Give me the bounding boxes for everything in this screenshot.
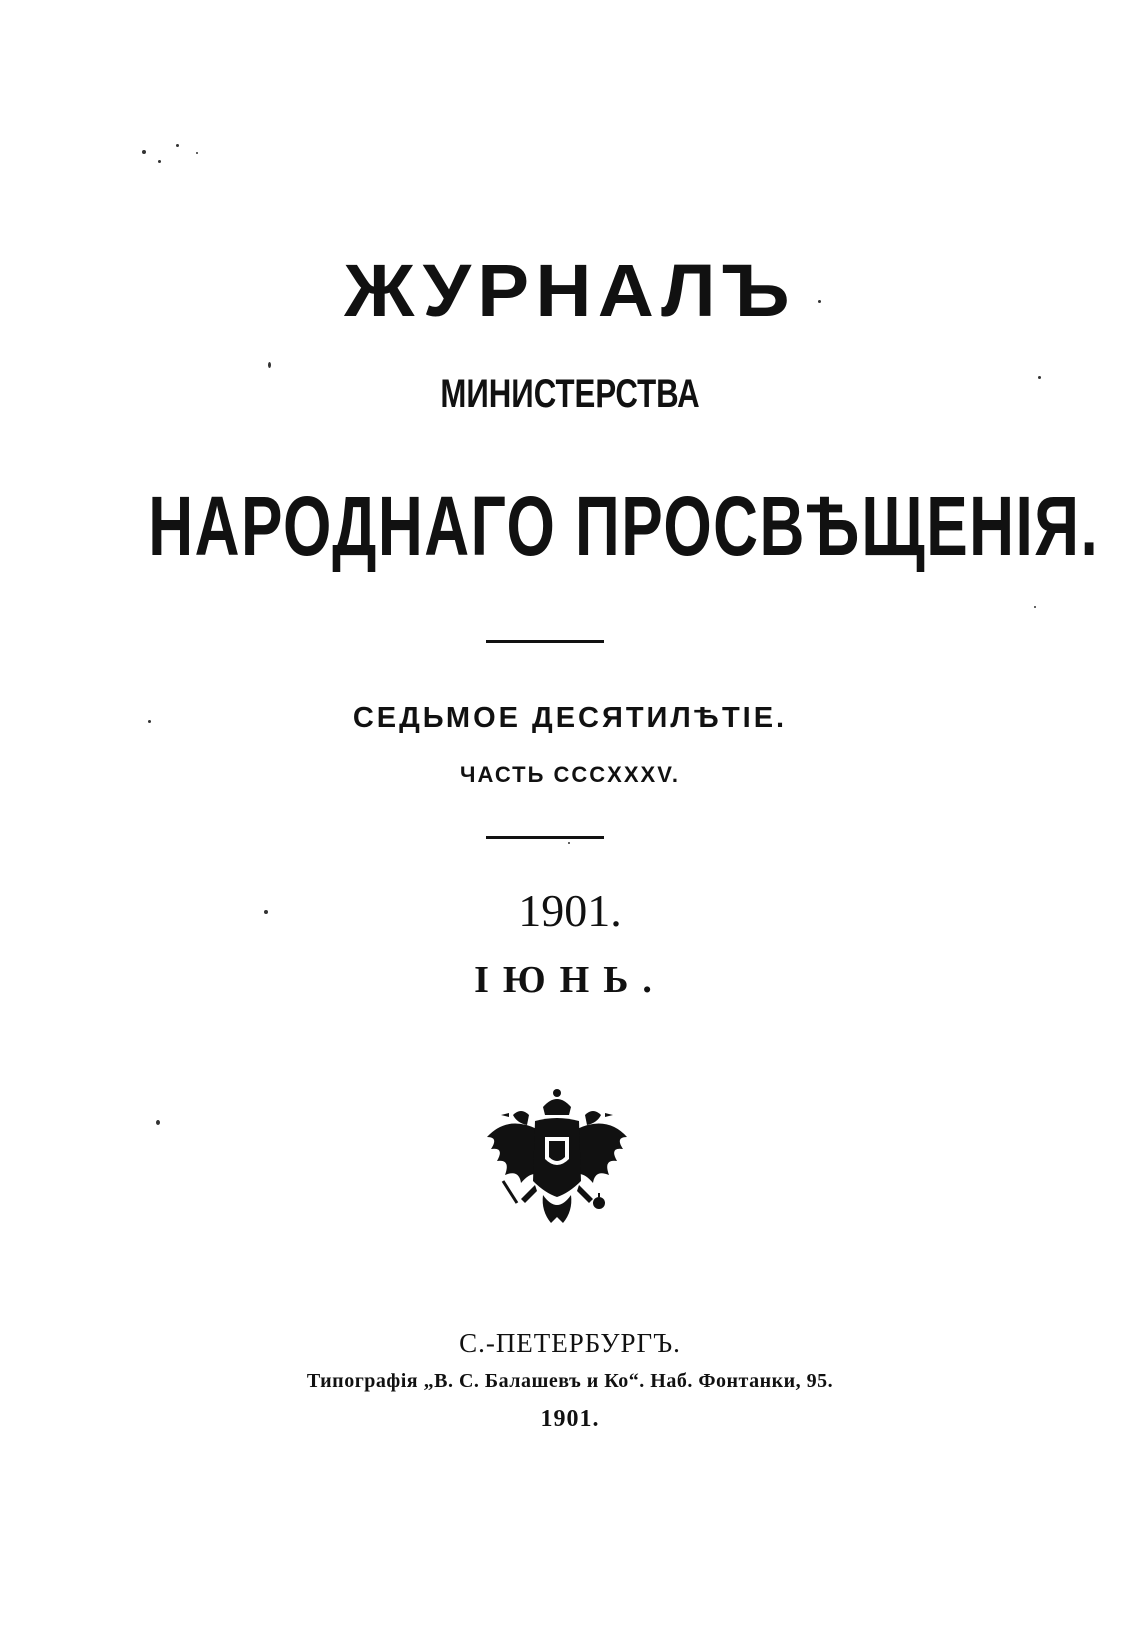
scan-speck bbox=[156, 1120, 160, 1125]
scan-speck bbox=[818, 300, 821, 303]
issue-month: ІЮНЬ. bbox=[474, 959, 666, 1001]
series-decade: СЕДЬМОЕ ДЕСЯТИЛѢТІЕ. bbox=[352, 702, 788, 734]
double-headed-eagle-icon bbox=[477, 1085, 637, 1245]
issue-year: 1901. bbox=[518, 885, 622, 936]
ministry-subtitle: МИНИСТЕРСТВА bbox=[440, 372, 700, 416]
imprint-city: С.-ПЕТЕРБУРГЪ. bbox=[459, 1328, 681, 1358]
journal-title: ЖУРНАЛЪ bbox=[344, 249, 796, 332]
education-title: НАРОДНАГО ПРОСВѢЩЕНІЯ. bbox=[148, 479, 1100, 573]
divider-rule bbox=[486, 640, 604, 643]
scan-speck bbox=[264, 910, 268, 914]
imprint-year: 1901. bbox=[540, 1406, 600, 1432]
scan-speck bbox=[568, 842, 570, 844]
scan-speck bbox=[148, 720, 151, 723]
scan-speck bbox=[1038, 376, 1041, 379]
imprint-printer: Типографія „В. С. Балашевъ и Ко“. Наб. Фонтанки, 95. bbox=[306, 1370, 834, 1392]
scan-speck bbox=[196, 152, 198, 154]
scan-speck bbox=[1034, 606, 1036, 608]
divider-rule bbox=[486, 836, 604, 839]
scan-speck bbox=[176, 144, 179, 147]
scan-speck bbox=[158, 160, 161, 163]
scan-speck bbox=[142, 150, 146, 154]
series-part: ЧАСТЬ CCCXXXV. bbox=[460, 762, 680, 787]
scan-speck bbox=[268, 362, 271, 368]
